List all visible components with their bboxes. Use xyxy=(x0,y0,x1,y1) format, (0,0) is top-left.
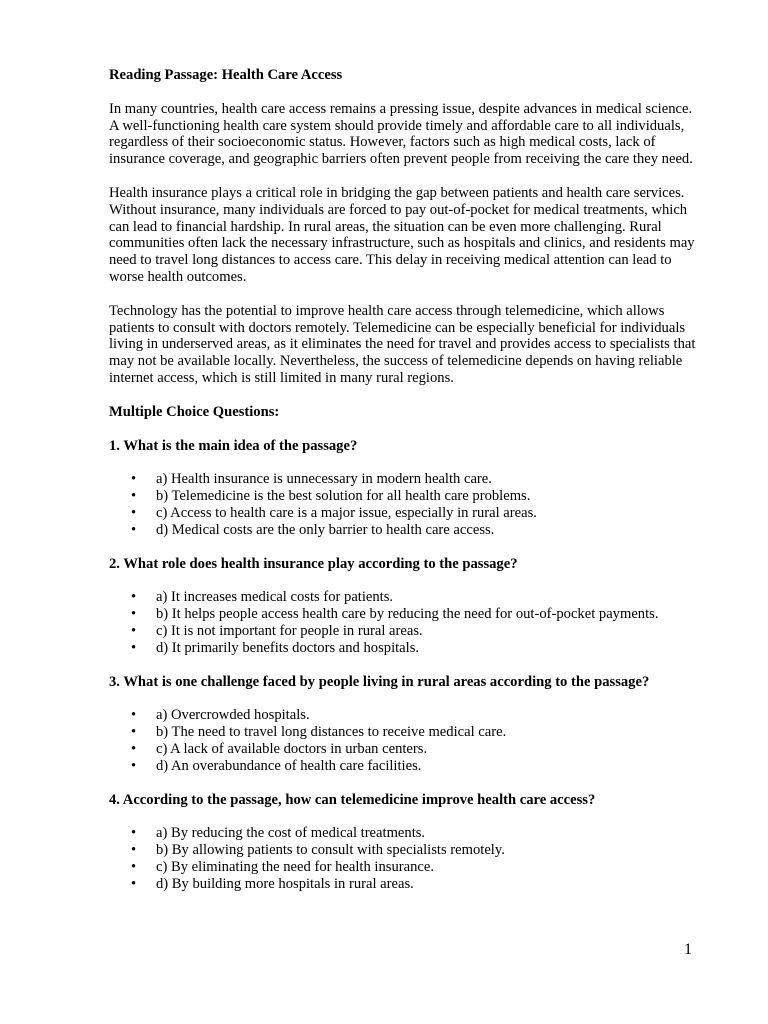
option-item: • c) By eliminating the need for health insurance. xyxy=(109,859,701,876)
option-item: • a) It increases medical costs for patients. xyxy=(109,589,701,606)
question-text: 1. What is the main idea of the passage? xyxy=(109,437,358,454)
option-list xyxy=(109,707,701,774)
question-block xyxy=(109,674,701,775)
option-item: • a) Overcrowded hospitals. xyxy=(109,707,701,724)
document-content xyxy=(109,67,701,909)
option-list xyxy=(109,471,701,538)
question-text: 3. What is one challenge faced by people living in rural areas according to the passage? xyxy=(109,673,650,690)
mc-heading: Multiple Choice Questions: xyxy=(109,403,280,420)
passage-paragraph: Health insurance plays a critical role in bridging the gap between patients and health care services. Without insurance, many individuals are forced to pay out-of-pocket for medical treatments, which can lead to financial hardship. In rural areas, the situation can be even more challenging. Rural communities often lack the necessary infrastructure, such as hospitals and clinics, and residents may need to travel long distances to access care. This delay in receiving medical attention can lead to worse health outcomes. xyxy=(109,184,695,285)
option-item: • b) The need to travel long distances to receive medical care. xyxy=(109,724,701,741)
option-list xyxy=(109,589,701,656)
option-item: • a) Health insurance is unnecessary in modern health care. xyxy=(109,471,701,488)
question-block xyxy=(109,792,701,893)
question-text: 2. What role does health insurance play according to the passage? xyxy=(109,555,518,572)
option-item: • a) By reducing the cost of medical treatments. xyxy=(109,825,701,842)
option-item: • c) Access to health care is a major issue, especially in rural areas. xyxy=(109,505,701,522)
question-text: 4. According to the passage, how can telemedicine improve health care access? xyxy=(109,791,596,808)
option-list xyxy=(109,825,701,892)
option-item: • d) Medical costs are the only barrier to health care access. xyxy=(109,522,701,539)
page-number: 1 xyxy=(684,941,692,958)
passage-paragraph: Technology has the potential to improve health care access through telemedicine, which allows patients to consult with doctors remotely. Telemedicine can be especially beneficial for individuals living in underserved areas, as it eliminates the need for travel and provides access to specialists that may not be available locally. Nevertheless, the success of telemedicine depends on having reliable internet access, which is still limited in many rural regions. xyxy=(109,302,696,386)
option-item: • d) By building more hospitals in rural areas. xyxy=(109,876,701,893)
question-block xyxy=(109,556,701,657)
option-item: • b) By allowing patients to consult with specialists remotely. xyxy=(109,842,701,859)
option-item: • b) Telemedicine is the best solution for all health care problems. xyxy=(109,488,701,505)
option-item: • c) A lack of available doctors in urban centers. xyxy=(109,741,701,758)
option-item: • b) It helps people access health care by reducing the need for out-of-pocket payments. xyxy=(109,606,701,623)
passage-title: Reading Passage: Health Care Access xyxy=(109,67,343,83)
option-item: • d) It primarily benefits doctors and hospitals. xyxy=(109,640,701,657)
passage-paragraph: In many countries, health care access remains a pressing issue, despite advances in medical science. A well-functioning health care system should provide timely and affordable care to all individuals, regardless of their socioeconomic status. However, factors such as high medical costs, lack of insurance coverage, and geographic barriers often prevent people from receiving the care they need. xyxy=(109,100,693,168)
option-item: • c) It is not important for people in rural areas. xyxy=(109,623,701,640)
question-block xyxy=(109,438,701,539)
option-item: • d) An overabundance of health care facilities. xyxy=(109,758,701,775)
